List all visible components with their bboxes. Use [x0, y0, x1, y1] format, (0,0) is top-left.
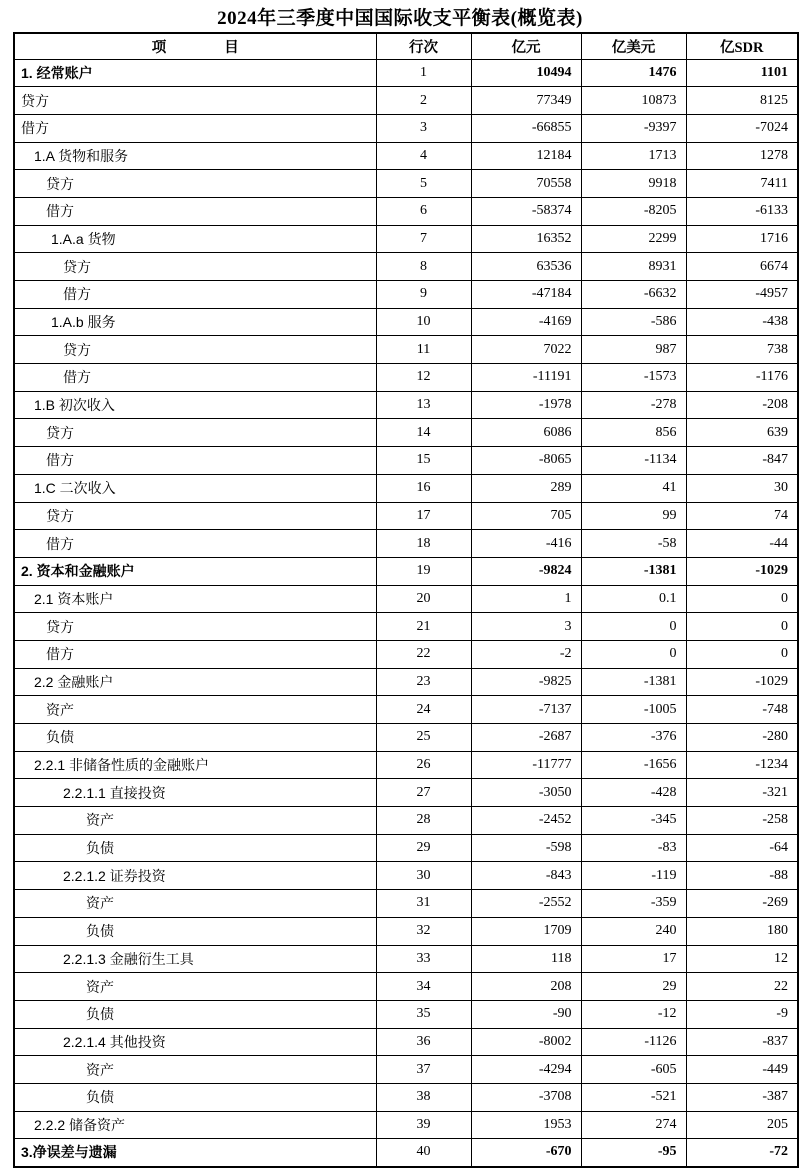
- item-cell: 贷方: [14, 502, 376, 530]
- header-row: [14, 33, 798, 59]
- table-row: [14, 640, 798, 668]
- sdr-cell: 738: [686, 336, 798, 364]
- rmb-cell: 7022: [471, 336, 581, 364]
- line-cell: 25: [376, 724, 471, 752]
- item-cell: 负债: [14, 724, 376, 752]
- sdr-cell: 7411: [686, 170, 798, 198]
- line-cell: 2: [376, 87, 471, 115]
- item-cell: 3.净误差与遗漏: [14, 1139, 376, 1167]
- line-cell: 22: [376, 640, 471, 668]
- line-cell: 7: [376, 225, 471, 253]
- table-row: [14, 114, 798, 142]
- column-header-item: 项 目: [14, 33, 376, 59]
- table-row: [14, 170, 798, 198]
- table-row: [14, 585, 798, 613]
- table-row: [14, 613, 798, 641]
- usd-cell: -521: [581, 1083, 686, 1111]
- line-cell: 39: [376, 1111, 471, 1139]
- usd-cell: -12: [581, 1000, 686, 1028]
- rmb-cell: 289: [471, 474, 581, 502]
- usd-cell: 17: [581, 945, 686, 973]
- sdr-cell: 1101: [686, 59, 798, 87]
- sdr-cell: -4957: [686, 281, 798, 309]
- item-cell: 1.C 二次收入: [14, 474, 376, 502]
- sdr-cell: -837: [686, 1028, 798, 1056]
- usd-cell: 1476: [581, 59, 686, 87]
- table-row: [14, 668, 798, 696]
- usd-cell: 0: [581, 640, 686, 668]
- table-body: [14, 59, 798, 1167]
- table-row: [14, 364, 798, 392]
- line-cell: 17: [376, 502, 471, 530]
- table-row: [14, 807, 798, 835]
- rmb-cell: -11191: [471, 364, 581, 392]
- rmb-cell: -8065: [471, 447, 581, 475]
- item-cell: 1.B 初次收入: [14, 391, 376, 419]
- usd-cell: 856: [581, 419, 686, 447]
- usd-cell: 0: [581, 613, 686, 641]
- item-cell: 1.A.b 服务: [14, 308, 376, 336]
- line-cell: 35: [376, 1000, 471, 1028]
- usd-cell: -1134: [581, 447, 686, 475]
- rmb-cell: 12184: [471, 142, 581, 170]
- usd-cell: -1381: [581, 668, 686, 696]
- line-cell: 19: [376, 557, 471, 585]
- usd-cell: 8931: [581, 253, 686, 281]
- sdr-cell: -438: [686, 308, 798, 336]
- sdr-cell: -847: [686, 447, 798, 475]
- sdr-cell: -269: [686, 890, 798, 918]
- rmb-cell: -7137: [471, 696, 581, 724]
- item-cell: 2.2.1.4 其他投资: [14, 1028, 376, 1056]
- line-cell: 14: [376, 419, 471, 447]
- item-cell: 借方: [14, 197, 376, 225]
- usd-cell: -119: [581, 862, 686, 890]
- rmb-cell: -9824: [471, 557, 581, 585]
- rmb-cell: -598: [471, 834, 581, 862]
- usd-cell: -95: [581, 1139, 686, 1167]
- sdr-cell: -208: [686, 391, 798, 419]
- sdr-cell: -64: [686, 834, 798, 862]
- usd-cell: -428: [581, 779, 686, 807]
- sdr-cell: -1234: [686, 751, 798, 779]
- table-row: [14, 1000, 798, 1028]
- usd-cell: 29: [581, 973, 686, 1001]
- usd-cell: -9397: [581, 114, 686, 142]
- rmb-cell: -11777: [471, 751, 581, 779]
- column-header-line: 行次: [376, 33, 471, 59]
- rmb-cell: -1978: [471, 391, 581, 419]
- sdr-cell: -258: [686, 807, 798, 835]
- usd-cell: -6632: [581, 281, 686, 309]
- rmb-cell: -58374: [471, 197, 581, 225]
- usd-cell: 9918: [581, 170, 686, 198]
- usd-cell: -605: [581, 1056, 686, 1084]
- column-header-rmb: 亿元: [471, 33, 581, 59]
- item-cell: 2.2.1.2 证券投资: [14, 862, 376, 890]
- usd-cell: -8205: [581, 197, 686, 225]
- table-row: [14, 696, 798, 724]
- table-row: [14, 862, 798, 890]
- usd-cell: -1005: [581, 696, 686, 724]
- usd-cell: -278: [581, 391, 686, 419]
- rmb-cell: -3708: [471, 1083, 581, 1111]
- sdr-cell: 180: [686, 917, 798, 945]
- table-row: [14, 447, 798, 475]
- item-cell: 负债: [14, 1000, 376, 1028]
- sdr-cell: -7024: [686, 114, 798, 142]
- table-row: [14, 1083, 798, 1111]
- line-cell: 29: [376, 834, 471, 862]
- line-cell: 26: [376, 751, 471, 779]
- table-row: [14, 308, 798, 336]
- usd-cell: -1381: [581, 557, 686, 585]
- table-row: [14, 142, 798, 170]
- rmb-cell: -2687: [471, 724, 581, 752]
- item-cell: 借方: [14, 447, 376, 475]
- usd-cell: -58: [581, 530, 686, 558]
- sdr-cell: -280: [686, 724, 798, 752]
- bop-table: [13, 32, 799, 1168]
- item-cell: 贷方: [14, 336, 376, 364]
- rmb-cell: 1: [471, 585, 581, 613]
- rmb-cell: 1953: [471, 1111, 581, 1139]
- item-cell: 借方: [14, 114, 376, 142]
- sdr-cell: -44: [686, 530, 798, 558]
- sdr-cell: -449: [686, 1056, 798, 1084]
- column-header-sdr: 亿SDR: [686, 33, 798, 59]
- rmb-cell: -670: [471, 1139, 581, 1167]
- rmb-cell: -4294: [471, 1056, 581, 1084]
- rmb-cell: -90: [471, 1000, 581, 1028]
- sdr-cell: -1029: [686, 668, 798, 696]
- line-cell: 30: [376, 862, 471, 890]
- line-cell: 13: [376, 391, 471, 419]
- usd-cell: 240: [581, 917, 686, 945]
- table-row: [14, 1111, 798, 1139]
- item-cell: 贷方: [14, 419, 376, 447]
- line-cell: 32: [376, 917, 471, 945]
- item-cell: 资产: [14, 1056, 376, 1084]
- line-cell: 11: [376, 336, 471, 364]
- usd-cell: 1713: [581, 142, 686, 170]
- sdr-cell: 1716: [686, 225, 798, 253]
- sdr-cell: 639: [686, 419, 798, 447]
- line-cell: 27: [376, 779, 471, 807]
- line-cell: 1: [376, 59, 471, 87]
- sdr-cell: 8125: [686, 87, 798, 115]
- sdr-cell: -72: [686, 1139, 798, 1167]
- sdr-cell: 0: [686, 613, 798, 641]
- rmb-cell: -66855: [471, 114, 581, 142]
- usd-cell: 987: [581, 336, 686, 364]
- sdr-cell: -1029: [686, 557, 798, 585]
- item-cell: 2.1 资本账户: [14, 585, 376, 613]
- rmb-cell: 3: [471, 613, 581, 641]
- sdr-cell: -387: [686, 1083, 798, 1111]
- table-row: [14, 419, 798, 447]
- table-row: [14, 890, 798, 918]
- table-row: [14, 197, 798, 225]
- item-cell: 1.A 货物和服务: [14, 142, 376, 170]
- rmb-cell: -3050: [471, 779, 581, 807]
- table-row: [14, 87, 798, 115]
- item-cell: 资产: [14, 890, 376, 918]
- rmb-cell: -47184: [471, 281, 581, 309]
- table-row: [14, 751, 798, 779]
- usd-cell: -359: [581, 890, 686, 918]
- line-cell: 8: [376, 253, 471, 281]
- item-cell: 负债: [14, 917, 376, 945]
- line-cell: 23: [376, 668, 471, 696]
- item-cell: 贷方: [14, 87, 376, 115]
- item-cell: 1. 经常账户: [14, 59, 376, 87]
- item-cell: 1.A.a 货物: [14, 225, 376, 253]
- usd-cell: -1126: [581, 1028, 686, 1056]
- table-row: [14, 917, 798, 945]
- rmb-cell: -843: [471, 862, 581, 890]
- table-row: [14, 1028, 798, 1056]
- usd-cell: 10873: [581, 87, 686, 115]
- sdr-cell: -321: [686, 779, 798, 807]
- item-cell: 2.2.2 储备资产: [14, 1111, 376, 1139]
- line-cell: 33: [376, 945, 471, 973]
- sdr-cell: 0: [686, 585, 798, 613]
- sdr-cell: 6674: [686, 253, 798, 281]
- line-cell: 24: [376, 696, 471, 724]
- usd-cell: -345: [581, 807, 686, 835]
- sdr-cell: 1278: [686, 142, 798, 170]
- line-cell: 16: [376, 474, 471, 502]
- rmb-cell: 70558: [471, 170, 581, 198]
- sdr-cell: -88: [686, 862, 798, 890]
- column-header-usd: 亿美元: [581, 33, 686, 59]
- line-cell: 38: [376, 1083, 471, 1111]
- item-cell: 资产: [14, 696, 376, 724]
- rmb-cell: 208: [471, 973, 581, 1001]
- line-cell: 15: [376, 447, 471, 475]
- sdr-cell: 30: [686, 474, 798, 502]
- table-row: [14, 834, 798, 862]
- line-cell: 10: [376, 308, 471, 336]
- line-cell: 12: [376, 364, 471, 392]
- rmb-cell: 118: [471, 945, 581, 973]
- table-row: [14, 1139, 798, 1167]
- item-cell: 资产: [14, 973, 376, 1001]
- line-cell: 9: [376, 281, 471, 309]
- table-row: [14, 779, 798, 807]
- sdr-cell: -6133: [686, 197, 798, 225]
- usd-cell: 0.1: [581, 585, 686, 613]
- line-cell: 40: [376, 1139, 471, 1167]
- line-cell: 37: [376, 1056, 471, 1084]
- table-row: [14, 724, 798, 752]
- line-cell: 36: [376, 1028, 471, 1056]
- line-cell: 4: [376, 142, 471, 170]
- rmb-cell: -2452: [471, 807, 581, 835]
- line-cell: 31: [376, 890, 471, 918]
- line-cell: 21: [376, 613, 471, 641]
- item-cell: 负债: [14, 834, 376, 862]
- sdr-cell: -748: [686, 696, 798, 724]
- table-row: [14, 530, 798, 558]
- usd-cell: 99: [581, 502, 686, 530]
- item-cell: 借方: [14, 530, 376, 558]
- line-cell: 20: [376, 585, 471, 613]
- sdr-cell: 205: [686, 1111, 798, 1139]
- table-row: [14, 59, 798, 87]
- rmb-cell: 16352: [471, 225, 581, 253]
- line-cell: 28: [376, 807, 471, 835]
- rmb-cell: 63536: [471, 253, 581, 281]
- item-cell: 2. 资本和金融账户: [14, 557, 376, 585]
- rmb-cell: 10494: [471, 59, 581, 87]
- usd-cell: 2299: [581, 225, 686, 253]
- table-row: [14, 945, 798, 973]
- sdr-cell: -9: [686, 1000, 798, 1028]
- usd-cell: -1573: [581, 364, 686, 392]
- rmb-cell: 705: [471, 502, 581, 530]
- usd-cell: -1656: [581, 751, 686, 779]
- line-cell: 6: [376, 197, 471, 225]
- item-cell: 借方: [14, 281, 376, 309]
- rmb-cell: -8002: [471, 1028, 581, 1056]
- rmb-cell: -4169: [471, 308, 581, 336]
- table-row: [14, 225, 798, 253]
- sdr-cell: 12: [686, 945, 798, 973]
- usd-cell: -376: [581, 724, 686, 752]
- usd-cell: 274: [581, 1111, 686, 1139]
- item-cell: 负债: [14, 1083, 376, 1111]
- usd-cell: -83: [581, 834, 686, 862]
- table-row: [14, 336, 798, 364]
- line-cell: 5: [376, 170, 471, 198]
- item-cell: 2.2 金融账户: [14, 668, 376, 696]
- sdr-cell: 74: [686, 502, 798, 530]
- sdr-cell: 22: [686, 973, 798, 1001]
- rmb-cell: 1709: [471, 917, 581, 945]
- rmb-cell: -9825: [471, 668, 581, 696]
- item-cell: 资产: [14, 807, 376, 835]
- rmb-cell: -416: [471, 530, 581, 558]
- sdr-cell: 0: [686, 640, 798, 668]
- table-row: [14, 502, 798, 530]
- table-row: [14, 253, 798, 281]
- line-cell: 34: [376, 973, 471, 1001]
- item-cell: 贷方: [14, 253, 376, 281]
- table-row: [14, 1056, 798, 1084]
- item-cell: 借方: [14, 364, 376, 392]
- usd-cell: 41: [581, 474, 686, 502]
- table-row: [14, 474, 798, 502]
- item-cell: 2.2.1.3 金融衍生工具: [14, 945, 376, 973]
- rmb-cell: -2: [471, 640, 581, 668]
- table-row: [14, 281, 798, 309]
- table-row: [14, 557, 798, 585]
- table-row: [14, 391, 798, 419]
- item-cell: 贷方: [14, 170, 376, 198]
- item-cell: 借方: [14, 640, 376, 668]
- line-cell: 3: [376, 114, 471, 142]
- usd-cell: -586: [581, 308, 686, 336]
- item-cell: 2.2.1 非储备性质的金融账户: [14, 751, 376, 779]
- page-title: 2024年三季度中国国际收支平衡表(概览表): [217, 7, 583, 29]
- line-cell: 18: [376, 530, 471, 558]
- sdr-cell: -1176: [686, 364, 798, 392]
- item-cell: 2.2.1.1 直接投资: [14, 779, 376, 807]
- rmb-cell: 6086: [471, 419, 581, 447]
- rmb-cell: 77349: [471, 87, 581, 115]
- item-cell: 贷方: [14, 613, 376, 641]
- table-row: [14, 973, 798, 1001]
- rmb-cell: -2552: [471, 890, 581, 918]
